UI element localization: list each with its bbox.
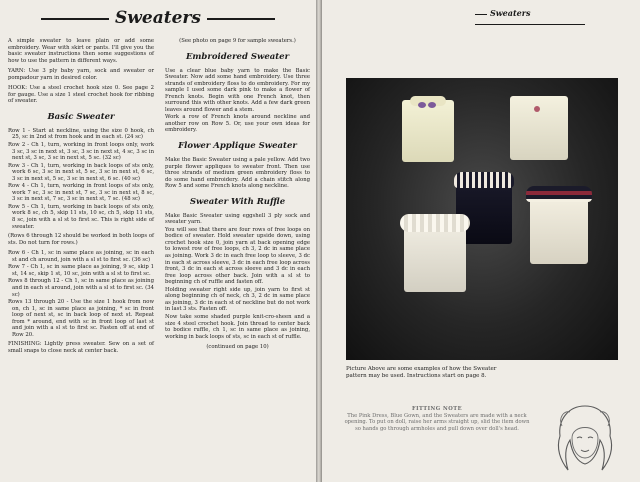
running-head-rule-right	[475, 24, 585, 25]
hook-paragraph: HOOK: Use a steel crochet hook size 0. See page 2 for gauge. Use a size 1 steel crochet hook for ribbing of sweater.	[8, 85, 154, 105]
row-instruction: Row 1 - Start at neckline, using the size 0 hook, ch 25, sc in 2nd st from hook and in each st. (24 sc)	[8, 127, 154, 141]
row-instruction: Row 2 - Ch 1, turn, working in front loops only, work 3 sc, 3 sc in next st, 3 sc, 3 sc in next st, 4 sc, 3 sc in next st, 3 sc, 3 sc in next st, 5 sc. (32 sc)	[8, 142, 154, 162]
embroidered-sweater-image	[510, 96, 568, 160]
embroidered-flower-image	[534, 106, 540, 112]
flower-applique-image	[428, 102, 436, 108]
basic-sweater-heading: Basic Sweater	[47, 111, 115, 122]
ruffle-paragraph: Make Basic Sweater using eggshell 3 ply sock and sweater yarn.	[165, 212, 310, 226]
ruffle-paragraph-4: Now take some shaded purple knit-cro-sheen and a size 4 steel crochet hook. Join thread to center back to bodice ruffle, ch 1, sc in same place as joining, working in back loops of sts, sc in each st of ruffle.	[165, 313, 310, 340]
title-rule-right	[207, 18, 275, 20]
embroidered-paragraph-2: Work a row of French knots around neckline and another row on Row 5. Or, use your own ideas for embroidery.	[165, 114, 310, 134]
ruffle-paragraph-2: You will see that there are four rows of free loops on bodice of sweater. Hold sweater upside down, using crochet hook size 0, join yarn at back opening edge to lowest row of free loops, ch 3, 2 dc in same place as joining. Work 3 dc in each free loop to sleeve, 3 dc in each st across sleeve, 3 dc in each free loop across front, 3 dc in each st across sleeve and 3 dc in each free loop across other back. Join with a sl st to beginning ch of ruffle and fasten off.	[165, 226, 310, 286]
page-title: Sweaters	[0, 8, 316, 28]
yellow-sweater-image	[402, 100, 454, 162]
row-instruction: Rows 13 through 20 - Use the size 1 hook from now on, ch 1, sc in same place as joining, * sc in front loop of next st, sc in back loop of next st. Repeat from * around, end with sc in front loop of last st and join with a sl st to first sc. Fasten off at end of Row 20.	[8, 299, 154, 338]
embroidered-paragraph: Use a clear blue baby yarn to make the Basic Sweater. Now add some hand embroidery. Use three strands of embroidery floss to do embroidery. For my sample I used some dark pink to make a flower of French knots. Begin with one French knot, then surround this with other knots. Add a few dark green leaves around flower and a stem.	[165, 67, 310, 113]
row-instruction: Row 6 - Ch 1, sc in same place as joining, sc in each st and ch around, join with a sl st to first sc. (36 sc)	[8, 250, 154, 263]
photo-reference: (See photo on page 9 for sample sweaters.)	[179, 38, 296, 44]
doll-portrait-illustration	[550, 400, 620, 478]
rows-note: (Rows 6 through 12 should be worked in both loops of sts. Do not turn for rows.)	[8, 233, 154, 246]
sweater-with-ruffle-heading: Sweater With Ruffle	[189, 196, 286, 207]
photo-caption: Picture Above are some examples of how the Sweater pattern may be used. Instructions start on page 8.	[346, 366, 497, 379]
striped-collar-sweater-image	[530, 194, 588, 264]
row-instruction: Row 5 - Ch 1, turn, working in back loops of sts only, work 8 sc, ch 5, skip 11 sts, 10 sc, ch 5, skip 11 sts, 8 sc, join with a sl st to first sc. This is right side of sweater.	[8, 203, 154, 230]
running-head: Sweaters	[472, 8, 640, 28]
fitting-note-text: The Pink Dress, Blue Gown, and the Sweaters are made with a neck opening. To put on doll, raise her arms straight up, slid the item down so hands go through armholes and pull down over doll's head.	[344, 412, 530, 432]
yarn-paragraph: YARN: Use 3 ply baby yarn, sock and sweater or pompadour yarn in desired color.	[8, 68, 154, 81]
striped-collar-image	[526, 186, 592, 202]
ruffle-paragraph-3: Holding sweater right side up, join yarn to first st along beginning ch of neck, ch 3, 2 dc in same place as joining, 3 dc in each st of neckline but do not work in last 3 sts. Fasten off.	[165, 286, 310, 313]
flower-applique-paragraph: Make the Basic Sweater using a pale yellow. Add two purple flower appliques to sweater front. Then use three strands of medium green embroidery floss to do some hand embroidery. Add a chain stitch along Row 5 and some French knots along neckline.	[165, 157, 310, 190]
fitting-note	[342, 406, 532, 432]
fitting-note-title: FITTING NOTE	[411, 406, 463, 412]
finishing-paragraph: FINISHING: Lightly press sweater. Sew on a set of small snaps to close neck at center back.	[8, 341, 154, 354]
row-instruction: Row 7 - Ch 1, sc in same place as joining, 9 sc, skip 1 st, 14 sc, skip 1 st, 10 sc, join with a sl st to first sc.	[8, 264, 154, 277]
flower-applique-image	[418, 102, 426, 108]
left-page	[0, 0, 316, 482]
black-sweater-collar	[454, 172, 514, 188]
right-page	[322, 0, 640, 482]
embroidered-sweater-heading: Embroidered Sweater	[185, 51, 290, 62]
row-instruction: Rows 8 through 12 - Ch 1, sc in same place as joining and in each st around, join with a sl st to first sc. (34 sc)	[8, 278, 154, 298]
title-rule-left	[41, 18, 109, 20]
continued-note: (continued on page 10)	[206, 344, 269, 351]
row-instruction: Row 4 - Ch 1, turn, working in front loops of sts only, work 7 sc, 3 sc in next st, 7 sc, 3 sc in next st, 8 sc, 3 sc in next st, 7 sc, 3 sc in next st, 7 sc. (48 sc)	[8, 183, 154, 203]
row-instruction: Row 3 - Ch 1, turn, working in back loops of sts only, work 6 sc, 3 sc in next st, 5 sc, 3 sc in next st, 6 sc, 3 sc in next st, 5 sc, 3 sc in next st, 6 sc. (40 sc)	[8, 162, 154, 182]
running-head-rule-left	[475, 14, 487, 15]
sweater-photo	[346, 78, 618, 360]
right-column	[165, 38, 310, 355]
left-column	[8, 38, 154, 358]
flower-applique-heading: Flower Applique Sweater	[178, 141, 297, 152]
ruffle-image	[400, 214, 470, 232]
intro-paragraph: A simple sweater to leave plain or add some embroidery. Wear with skirt or pants. I'll give you the basic sweater instructions then some suggestions of how to use the pattern in different ways.	[8, 38, 154, 64]
